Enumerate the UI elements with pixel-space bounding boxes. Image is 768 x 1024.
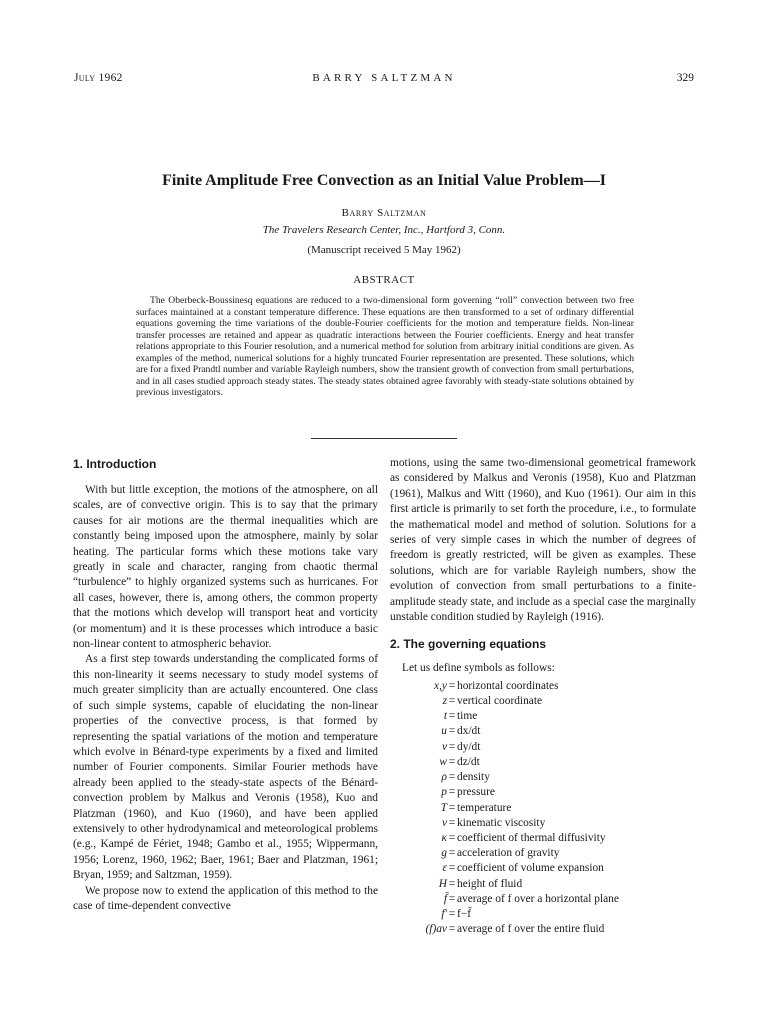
symbol-definition xyxy=(390,770,696,785)
equals-sign: = xyxy=(448,847,456,860)
symbol: x,y xyxy=(434,679,447,692)
symbol-meaning: dx/dt xyxy=(457,725,481,738)
equals-sign: = xyxy=(448,892,456,905)
symbol-meaning: kinematic viscosity xyxy=(457,816,546,829)
symbol-definition xyxy=(390,831,696,846)
equals-sign: = xyxy=(448,907,456,920)
symbol-definition xyxy=(390,922,696,937)
symbol-definition xyxy=(390,694,696,709)
equals-sign: = xyxy=(448,786,456,799)
right-column xyxy=(390,456,696,937)
symbol: ν xyxy=(441,816,447,829)
symbol-definition xyxy=(390,907,696,922)
symbol: f̄ xyxy=(443,892,447,905)
symbol-meaning: time xyxy=(457,710,478,723)
symbol-definition xyxy=(390,755,696,770)
equals-sign: = xyxy=(448,679,456,692)
intro-paragraph-3: We propose now to extend the application of this method to the case of time-dependent convective xyxy=(73,884,378,912)
symbol-definition xyxy=(390,801,696,816)
section-divider xyxy=(311,438,457,439)
header-author: BARRY SALTZMAN xyxy=(312,72,456,84)
symbol-definition xyxy=(390,679,696,694)
symbol-definition xyxy=(390,877,696,892)
symbol-meaning: average of f over a horizontal plane xyxy=(457,892,619,905)
symbol: f′ xyxy=(441,907,447,920)
symbol-definition xyxy=(390,709,696,724)
symbol-meaning: dy/dt xyxy=(457,740,481,753)
section-heading-introduction: 1. Introduction xyxy=(73,457,157,471)
equals-sign: = xyxy=(448,695,456,708)
symbol: t xyxy=(443,710,447,723)
equals-sign: = xyxy=(448,923,456,936)
author-affiliation: The Travelers Research Center, Inc., Hartford 3, Conn. xyxy=(262,224,506,236)
symbol-meaning: average of f over the entire fluid xyxy=(457,923,605,936)
paper-author: Barry Saltzman xyxy=(341,207,427,219)
symbol-meaning: dz/dt xyxy=(457,755,480,768)
symbol-meaning: height of fluid xyxy=(457,877,523,890)
abstract-text: The Oberbeck-Boussinesq equations are reduced to a two-dimensional form governing “roll” convection between two free surfaces maintained at a constant temperature difference. These equations are then transformed to a set of ordinary differential equations governing the time variations of the double-Fourier coefficients for the motion and temperature fields. Non-linear transfer processes are retained and appear as quadratic interactions between the Fourier coefficients. Energy and heat transfer relations appropriate to this Fourier resolution, and a numerical method for solution from arbitrary initial conditions are given. As examples of the method, numerical solutions for a highly truncated Fourier representation are presented. These solutions, which are for a fixed Prandtl number and variable Rayleigh numbers, show the transient growth of convection from small perturbations, and in all cases studied approach steady states. The steady states obtained agree favorably with steady-state solutions obtained by previous investigators. xyxy=(136,295,634,398)
page-number: 329 xyxy=(676,72,694,84)
equals-sign: = xyxy=(448,725,456,738)
symbol-definition xyxy=(390,892,696,907)
symbol: v xyxy=(441,740,447,753)
intro-paragraph-3-continued: motions, using the same two-dimensional geometrical framework as considered by Malkus and Veronis (1958), Kuo and Platzman (1961), Malkus and Witt (1960), and Kuo (1961). Our aim in this first article is primarily to set forth the procedure, i.e., to formulate the mathematical model and method of solution. Solutions for a series of very simple cases in which the number of degrees of freedom is greatly restricted, will be given as examples. These solutions, which are for variable Rayleigh numbers, show the evolution of convection from small perturbations to a finite-amplitude steady state, and include as a special case the marginally unstable condition studied by Rayleigh (1916). xyxy=(390,457,696,624)
intro-paragraph-2: As a first step towards understanding the complicated forms of this non-linearity it seems necessary to study model systems of much greater simplicity than are actually encountered. One class of such simple systems, capable of elucidating the non-linear properties of the convective process, is that formed by representing the spatial variations of the motion and temperature which evolve in Bénard-type experiments by a fixed and limited number of Fourier components. Similar Fourier methods have already been applied to the steady-state aspects of the Bénard-convection problem by Malkus and Veronis (1958), Kuo and Platzman (1960), and Kuo (1960), and have been applied extensively to other hydrodynamical and meteorological problems (e.g., Kampé de Fériet, 1948; Gambo et al., 1955; Wippermann, 1956; Lorenz, 1960, 1962; Baer, 1961; Baer and Platzman, 1961; Bryan, 1959; and Saltzman, 1959). xyxy=(73,653,378,882)
equals-sign: = xyxy=(448,816,456,829)
symbol-definition xyxy=(390,861,696,876)
running-head xyxy=(74,72,694,88)
symbol: z xyxy=(442,695,447,708)
symbol-definition xyxy=(390,846,696,861)
symbol-meaning: coefficient of thermal diffusivity xyxy=(457,831,606,844)
symbol-definition xyxy=(390,740,696,755)
symbol-meaning: density xyxy=(457,771,490,784)
symbol-meaning: pressure xyxy=(457,786,495,799)
symbol: H xyxy=(438,877,447,890)
section-heading-governing-equations: 2. The governing equations xyxy=(390,637,547,652)
symbol: ε xyxy=(442,862,447,875)
symbol-meaning: acceleration of gravity xyxy=(457,847,560,860)
equals-sign: = xyxy=(448,801,456,814)
symbol-definition xyxy=(390,785,696,800)
equals-sign: = xyxy=(448,862,456,875)
symbol: κ xyxy=(441,831,447,844)
equals-sign: = xyxy=(448,771,456,784)
symbol: w xyxy=(439,755,447,768)
equals-sign: = xyxy=(448,831,456,844)
equals-sign: = xyxy=(448,740,456,753)
symbol: p xyxy=(441,786,447,799)
symbol-meaning: temperature xyxy=(457,801,512,814)
symbol-meaning: f−f̄ xyxy=(457,907,472,920)
symbol-meaning: vertical coordinate xyxy=(457,695,543,708)
symbol: T xyxy=(440,801,447,814)
symbol: u xyxy=(441,725,447,738)
manuscript-received: (Manuscript received 5 May 1962) xyxy=(307,244,461,256)
symbol-definition xyxy=(390,816,696,831)
abstract-heading: ABSTRACT xyxy=(353,274,415,286)
equals-sign: = xyxy=(448,710,456,723)
equals-sign: = xyxy=(448,877,456,890)
symbol-meaning: coefficient of volume expansion xyxy=(457,862,604,875)
symbols-intro: Let us define symbols as follows: xyxy=(402,662,555,675)
intro-paragraph-1: With but little exception, the motions of the atmosphere, on all scales, are of convective origin. This is to say that the primary causes for air motions are the thermal inequalities which are constantly being imposed upon the atmosphere, mainly by solar heating. The particular forms which these motions take vary greatly in scale and character, ranging from chaotic thermal “turbulence” to highly organized systems such as hurricanes. For all cases, however, there is, among others, the common property that the motions which develop will transport heat and vorticity (or momentum) and it is these processes which introduce a basic non-linear content to atmospheric behavior. xyxy=(73,484,378,651)
symbol-definition xyxy=(390,724,696,739)
symbol-meaning: horizontal coordinates xyxy=(457,679,559,692)
paper-title: Finite Amplitude Free Convection as an Initial Value Problem—I xyxy=(162,172,606,189)
symbol-list xyxy=(390,679,696,937)
symbol: (f)av xyxy=(425,923,447,936)
equals-sign: = xyxy=(448,755,456,768)
header-date: July 1962 xyxy=(74,72,123,84)
symbol: ρ xyxy=(441,771,447,784)
left-column xyxy=(73,456,378,914)
symbol: g xyxy=(441,847,447,860)
